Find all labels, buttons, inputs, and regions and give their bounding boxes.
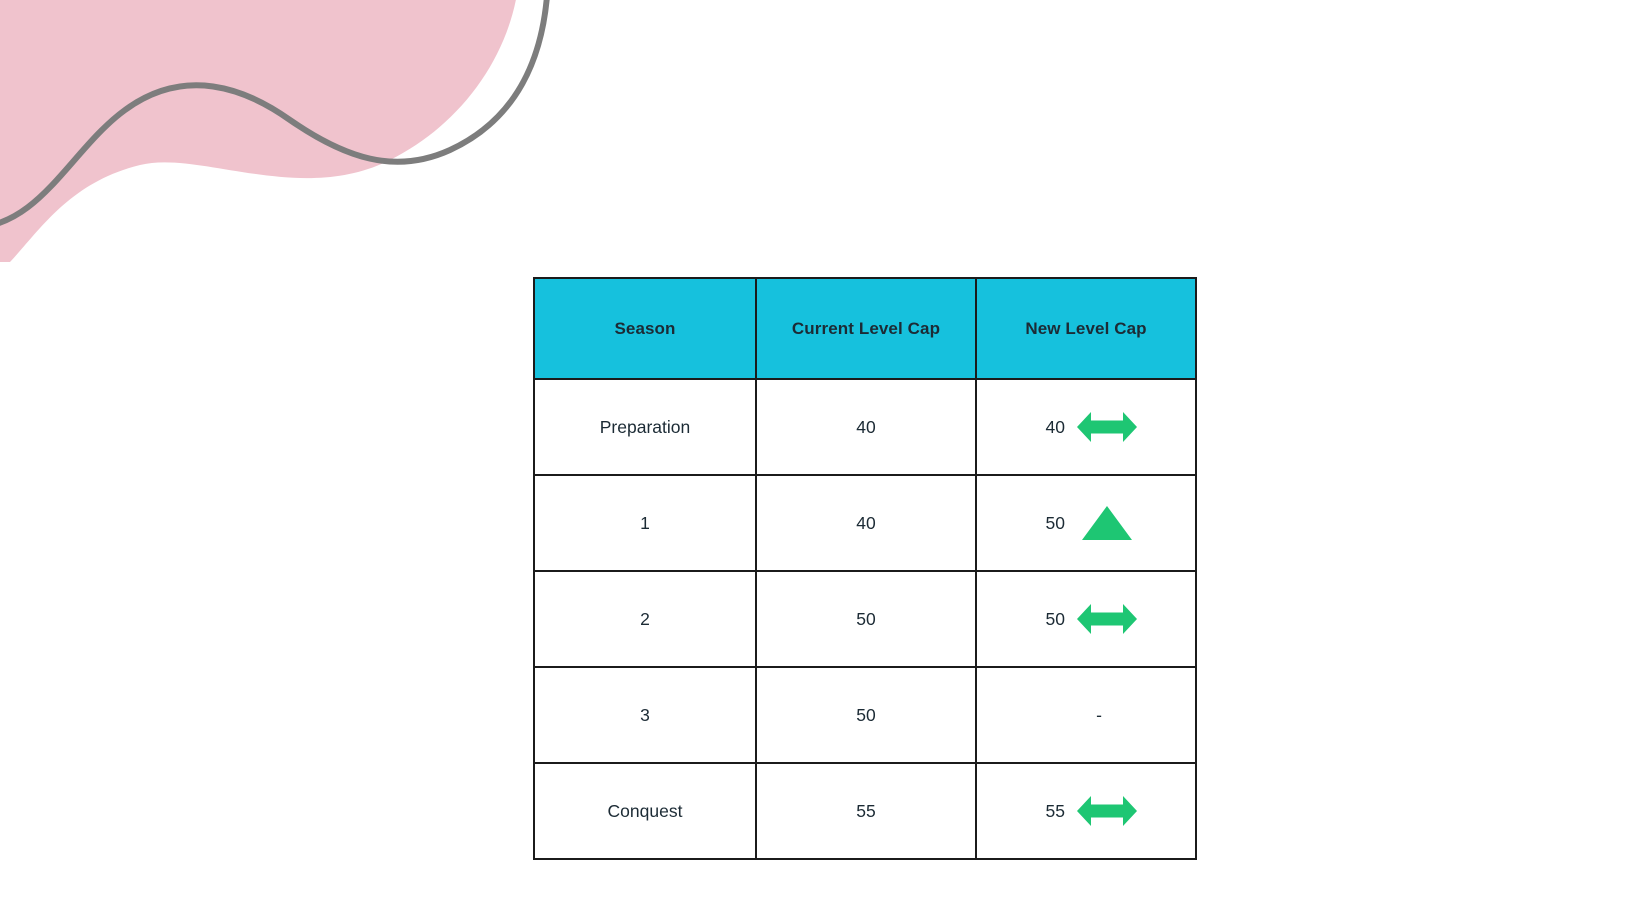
cell-current-level-cap: 55	[756, 763, 976, 859]
cell-season: Conquest	[534, 763, 756, 859]
cell-current-level-cap: 40	[756, 475, 976, 571]
new-level-cap-value: 40	[1045, 416, 1065, 437]
new-level-cap-value: 50	[1045, 608, 1065, 629]
cell-season: 3	[534, 667, 756, 763]
table-header-row	[534, 278, 1196, 379]
cell-new-level-cap	[976, 571, 1196, 667]
cell-new-level-cap	[976, 379, 1196, 475]
level-cap-table	[533, 277, 1197, 860]
table-row	[534, 571, 1196, 667]
cell-season: 1	[534, 475, 756, 571]
flat-arrow-icon	[1075, 597, 1139, 641]
cell-current-level-cap: 40	[756, 379, 976, 475]
cell-current-level-cap: 50	[756, 667, 976, 763]
column-header-current-level-cap: Current Level Cap	[756, 278, 976, 379]
cell-new-level-cap	[976, 475, 1196, 571]
new-level-cap-value: 55	[1045, 800, 1065, 821]
column-header-new-level-cap: New Level Cap	[976, 278, 1196, 379]
cell-current-level-cap: 50	[756, 571, 976, 667]
table-row	[534, 475, 1196, 571]
cell-season: 2	[534, 571, 756, 667]
new-level-cap-value: 50	[1045, 512, 1065, 533]
table-row	[534, 763, 1196, 859]
column-header-season: Season	[534, 278, 756, 379]
up-triangle-icon	[1075, 501, 1139, 545]
flat-arrow-icon	[1075, 789, 1139, 833]
table-row	[534, 379, 1196, 475]
decorative-blob-graphic	[0, 0, 600, 290]
cell-new-level-cap	[976, 667, 1196, 763]
cell-season: Preparation	[534, 379, 756, 475]
cell-new-level-cap	[976, 763, 1196, 859]
flat-arrow-icon	[1075, 405, 1139, 449]
table-row	[534, 667, 1196, 763]
level-cap-table-container	[533, 277, 1195, 860]
new-level-cap-value: -	[1096, 704, 1102, 725]
